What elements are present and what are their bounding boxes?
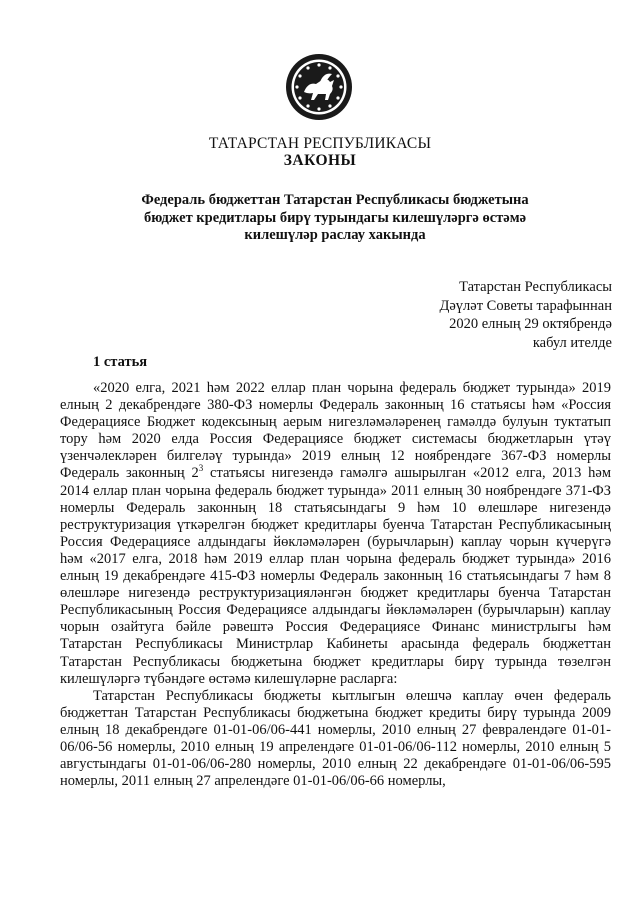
law-title-line: бюджет кредитлары бирү турындагы килешүләргә өстәмә (143, 209, 527, 226)
adoption-note (352, 278, 612, 352)
adoption-line: Дәүләт Советы тарафыннан (439, 297, 612, 314)
adoption-line: Татарстан Республикасы (459, 279, 612, 295)
paragraph-text: статьясы нигезендә гамәлгә ашырылган «2012 елга, 2013 һәм 2014 еллар план чорына федераль бюджет турында» 2011 елның 30 ноябрендәге 371-ФЗ номерлы Федераль законның 18 статьясындагы 9 һәм 10 өлешләре нигезендә реструктуризация үткәрелгән бюджет кредитлары буенча Татарстан Республикасының Россия Федерациясе алдындагы йөкләмәләрен (бурычларын) каплау чорын күчерүгә һәм «2017 елга, 2018 һәм 2019 еллар план чорына федераль бюджет турында» 2016 елның 19 декабрендәге 415-ФЗ номерлы Федераль законның 16 статьясындагы 7 һәм 8 өлешләре нигезендә реструктуризацияләнгән бюджет кредитлары буенча Татарстан Республикасының Россия Федерациясе алдындагы йөкләмәләрен (бурычларын) каплау чорын озайтуга бәйле рәвештә Россия Федерациясе Финанс министрлыгы һәм Татарстан Республикасы Министрлар Кабинеты арасында федераль бюджеттан Татарстан Республикасы бюджетына бюджет кредитлары бирү турында төзелгән килешүләргә түбәндәге өстәмә килешүләрне расларга: (60, 465, 611, 687)
paragraph-text: «2020 елга, 2021 һәм 2022 еллар план чорына федераль бюджет турында» 2019 елның 2 декабрендәге 380-ФЗ номерлы Федераль законның 16 статьясы һәм «Россия Федерациясе Бюджет кодексының аерым нигезләмәләренең гамәлдә булуын туктатып тору һәм 2020 елда Россия Федерациясе бюджет системасы бюджетларын үтәү үзенчәлекләрен билгеләү турында» 2019 елның 12 ноябрендәге 367-ФЗ номерлы Федераль законның 2 (60, 380, 611, 482)
law-heading: ЗАКОНЫ (283, 152, 357, 169)
law-title-line: килешүләр раслау хакында (244, 227, 426, 243)
paragraph: Татарстан Республикасы бюджеты кытлыгын өлешчә каплау өчен федераль бюджеттан Татарстан Республикасы бюджетына бюджет кредиты бирү турында 2009 елның 18 декабрендәге 01-01-06/06-441 номерлы, 2010 елның 27 февралендәге 01-01-06/06-56 номерлы, 2010 елның 19 апрелендәге 01-01-06/06-112 номерлы, 2010 елның 5 августындагы 01-01-06/06-280 номерлы, 2010 елның 22 декабрендәге 01-01-06/06-595 номерлы, 2011 елның 27 апрелендәге 01-01-06/06-66 номерлы, (60, 687, 611, 790)
paragraph (60, 380, 611, 688)
adoption-date: 2020 елның 29 октябрендә (449, 316, 612, 333)
adoption-line: кабул ителде (532, 334, 612, 351)
law-title (100, 192, 570, 245)
superscript: 3 (198, 463, 204, 474)
republic-heading: ТАТАРСТАН РЕСПУБЛИКАСЫ (208, 135, 432, 152)
tatarstan-emblem-icon (284, 52, 354, 122)
article-heading: 1 статья (93, 354, 148, 370)
law-title-line: Федераль бюджеттан Татарстан Республикасы бюджетына (141, 192, 529, 208)
article-body (60, 380, 611, 790)
